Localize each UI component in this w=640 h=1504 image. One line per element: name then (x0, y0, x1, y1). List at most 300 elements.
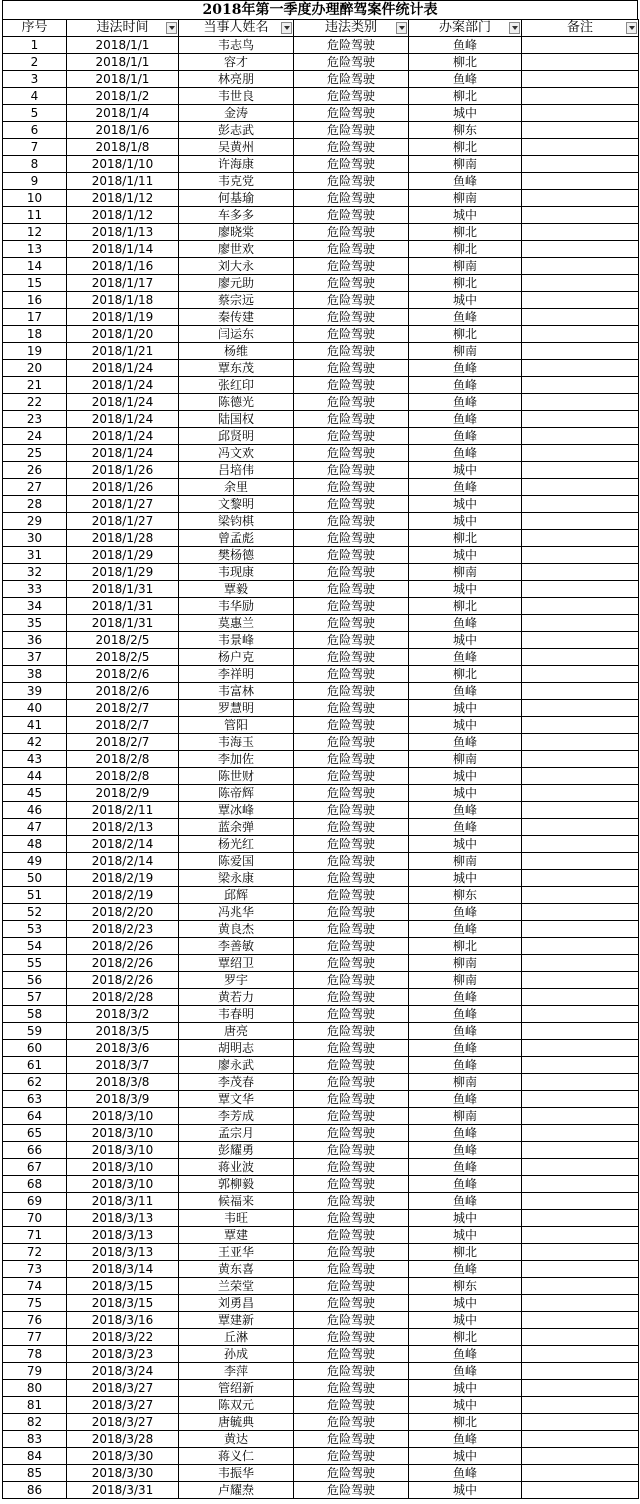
cell-date[interactable]: 2018/1/6 (67, 122, 179, 139)
cell-date[interactable]: 2018/2/8 (67, 751, 179, 768)
cell-department[interactable]: 城中 (409, 700, 522, 717)
cell-date[interactable]: 2018/3/11 (67, 1193, 179, 1210)
cell-remarks[interactable] (522, 768, 639, 785)
cell-department[interactable]: 鱼峰 (409, 1142, 522, 1159)
cell-date[interactable]: 2018/3/13 (67, 1210, 179, 1227)
cell-date[interactable]: 2018/1/24 (67, 411, 179, 428)
cell-name[interactable]: 杨光红 (179, 836, 294, 853)
cell-index[interactable]: 59 (3, 1023, 67, 1040)
cell-date[interactable]: 2018/3/27 (67, 1380, 179, 1397)
cell-category[interactable]: 危险驾驶 (294, 1193, 409, 1210)
cell-department[interactable]: 柳东 (409, 1278, 522, 1295)
cell-date[interactable]: 2018/3/31 (67, 1482, 179, 1499)
cell-name[interactable]: 刘大永 (179, 258, 294, 275)
cell-index[interactable]: 86 (3, 1482, 67, 1499)
cell-date[interactable]: 2018/2/28 (67, 989, 179, 1006)
cell-index[interactable]: 6 (3, 122, 67, 139)
cell-remarks[interactable] (522, 530, 639, 547)
cell-category[interactable]: 危险驾驶 (294, 377, 409, 394)
cell-date[interactable]: 2018/1/24 (67, 377, 179, 394)
cell-remarks[interactable] (522, 1006, 639, 1023)
cell-remarks[interactable] (522, 428, 639, 445)
cell-department[interactable]: 鱼峰 (409, 309, 522, 326)
cell-category[interactable]: 危险驾驶 (294, 989, 409, 1006)
cell-name[interactable]: 罗宇 (179, 972, 294, 989)
cell-index[interactable]: 46 (3, 802, 67, 819)
cell-category[interactable]: 危险驾驶 (294, 207, 409, 224)
cell-date[interactable]: 2018/3/14 (67, 1261, 179, 1278)
cell-department[interactable]: 鱼峰 (409, 1040, 522, 1057)
cell-category[interactable]: 危险驾驶 (294, 1040, 409, 1057)
cell-department[interactable]: 鱼峰 (409, 377, 522, 394)
cell-index[interactable]: 32 (3, 564, 67, 581)
cell-department[interactable]: 柳南 (409, 955, 522, 972)
cell-category[interactable]: 危险驾驶 (294, 870, 409, 887)
cell-date[interactable]: 2018/1/21 (67, 343, 179, 360)
cell-index[interactable]: 64 (3, 1108, 67, 1125)
cell-index[interactable]: 9 (3, 173, 67, 190)
cell-date[interactable]: 2018/1/4 (67, 105, 179, 122)
cell-remarks[interactable] (522, 1448, 639, 1465)
cell-index[interactable]: 11 (3, 207, 67, 224)
cell-remarks[interactable] (522, 360, 639, 377)
cell-date[interactable]: 2018/1/12 (67, 190, 179, 207)
cell-index[interactable]: 55 (3, 955, 67, 972)
cell-index[interactable]: 45 (3, 785, 67, 802)
cell-date[interactable]: 2018/1/20 (67, 326, 179, 343)
cell-date[interactable]: 2018/1/13 (67, 224, 179, 241)
cell-category[interactable]: 危险驾驶 (294, 54, 409, 71)
cell-remarks[interactable] (522, 1074, 639, 1091)
cell-name[interactable]: 廖元助 (179, 275, 294, 292)
cell-date[interactable]: 2018/1/8 (67, 139, 179, 156)
cell-remarks[interactable] (522, 173, 639, 190)
cell-index[interactable]: 16 (3, 292, 67, 309)
cell-date[interactable]: 2018/1/24 (67, 394, 179, 411)
cell-name[interactable]: 林亮朋 (179, 71, 294, 88)
cell-remarks[interactable] (522, 326, 639, 343)
cell-name[interactable]: 覃毅 (179, 581, 294, 598)
cell-department[interactable]: 鱼峰 (409, 1091, 522, 1108)
cell-name[interactable]: 蒋义仁 (179, 1448, 294, 1465)
cell-department[interactable]: 鱼峰 (409, 1006, 522, 1023)
cell-index[interactable]: 78 (3, 1346, 67, 1363)
cell-department[interactable]: 城中 (409, 1295, 522, 1312)
cell-name[interactable]: 李芳成 (179, 1108, 294, 1125)
cell-category[interactable]: 危险驾驶 (294, 343, 409, 360)
cell-remarks[interactable] (522, 139, 639, 156)
cell-name[interactable]: 李善敏 (179, 938, 294, 955)
cell-remarks[interactable] (522, 1312, 639, 1329)
cell-remarks[interactable] (522, 1023, 639, 1040)
cell-date[interactable]: 2018/1/28 (67, 530, 179, 547)
cell-department[interactable]: 城中 (409, 581, 522, 598)
cell-date[interactable]: 2018/2/7 (67, 717, 179, 734)
cell-department[interactable]: 城中 (409, 1227, 522, 1244)
cell-remarks[interactable] (522, 71, 639, 88)
cell-category[interactable]: 危险驾驶 (294, 462, 409, 479)
cell-department[interactable]: 鱼峰 (409, 1125, 522, 1142)
cell-date[interactable]: 2018/1/1 (67, 37, 179, 54)
cell-date[interactable]: 2018/3/10 (67, 1142, 179, 1159)
cell-name[interactable]: 韦克党 (179, 173, 294, 190)
cell-index[interactable]: 83 (3, 1431, 67, 1448)
cell-category[interactable]: 危险驾驶 (294, 904, 409, 921)
cell-index[interactable]: 7 (3, 139, 67, 156)
cell-category[interactable]: 危险驾驶 (294, 513, 409, 530)
cell-department[interactable]: 柳南 (409, 853, 522, 870)
cell-date[interactable]: 2018/3/8 (67, 1074, 179, 1091)
cell-category[interactable]: 危险驾驶 (294, 1329, 409, 1346)
cell-department[interactable]: 柳北 (409, 139, 522, 156)
cell-department[interactable]: 鱼峰 (409, 37, 522, 54)
cell-remarks[interactable] (522, 632, 639, 649)
cell-index[interactable]: 18 (3, 326, 67, 343)
cell-category[interactable]: 危险驾驶 (294, 1363, 409, 1380)
cell-remarks[interactable] (522, 1278, 639, 1295)
cell-remarks[interactable] (522, 1431, 639, 1448)
cell-index[interactable]: 31 (3, 547, 67, 564)
cell-index[interactable]: 67 (3, 1159, 67, 1176)
cell-name[interactable]: 黄东喜 (179, 1261, 294, 1278)
cell-date[interactable]: 2018/3/27 (67, 1397, 179, 1414)
cell-remarks[interactable] (522, 190, 639, 207)
cell-remarks[interactable] (522, 207, 639, 224)
cell-index[interactable]: 49 (3, 853, 67, 870)
cell-department[interactable]: 城中 (409, 547, 522, 564)
cell-remarks[interactable] (522, 1108, 639, 1125)
cell-category[interactable]: 危险驾驶 (294, 1159, 409, 1176)
cell-name[interactable]: 韦志鸟 (179, 37, 294, 54)
cell-category[interactable]: 危险驾驶 (294, 428, 409, 445)
cell-index[interactable]: 73 (3, 1261, 67, 1278)
cell-index[interactable]: 4 (3, 88, 67, 105)
cell-category[interactable]: 危险驾驶 (294, 1346, 409, 1363)
cell-index[interactable]: 80 (3, 1380, 67, 1397)
cell-remarks[interactable] (522, 870, 639, 887)
cell-category[interactable]: 危险驾驶 (294, 275, 409, 292)
cell-department[interactable]: 鱼峰 (409, 479, 522, 496)
cell-name[interactable]: 陈爱国 (179, 853, 294, 870)
cell-department[interactable]: 柳北 (409, 666, 522, 683)
cell-name[interactable]: 黄达 (179, 1431, 294, 1448)
cell-date[interactable]: 2018/2/23 (67, 921, 179, 938)
cell-remarks[interactable] (522, 972, 639, 989)
cell-index[interactable]: 77 (3, 1329, 67, 1346)
cell-date[interactable]: 2018/2/11 (67, 802, 179, 819)
cell-index[interactable]: 14 (3, 258, 67, 275)
cell-remarks[interactable] (522, 445, 639, 462)
cell-department[interactable]: 鱼峰 (409, 1023, 522, 1040)
cell-name[interactable]: 韦富林 (179, 683, 294, 700)
cell-index[interactable]: 44 (3, 768, 67, 785)
cell-department[interactable]: 城中 (409, 836, 522, 853)
cell-index[interactable]: 60 (3, 1040, 67, 1057)
cell-date[interactable]: 2018/3/9 (67, 1091, 179, 1108)
cell-remarks[interactable] (522, 1261, 639, 1278)
cell-department[interactable]: 城中 (409, 513, 522, 530)
cell-department[interactable]: 鱼峰 (409, 1159, 522, 1176)
cell-category[interactable]: 危险驾驶 (294, 802, 409, 819)
cell-date[interactable]: 2018/2/13 (67, 819, 179, 836)
cell-category[interactable]: 危险驾驶 (294, 1397, 409, 1414)
cell-remarks[interactable] (522, 785, 639, 802)
cell-department[interactable]: 鱼峰 (409, 445, 522, 462)
cell-name[interactable]: 韦世良 (179, 88, 294, 105)
cell-date[interactable]: 2018/2/8 (67, 768, 179, 785)
cell-date[interactable]: 2018/1/29 (67, 564, 179, 581)
cell-date[interactable]: 2018/3/7 (67, 1057, 179, 1074)
cell-remarks[interactable] (522, 887, 639, 904)
cell-department[interactable]: 鱼峰 (409, 802, 522, 819)
cell-name[interactable]: 覃建 (179, 1227, 294, 1244)
cell-name[interactable]: 丘淋 (179, 1329, 294, 1346)
cell-index[interactable]: 41 (3, 717, 67, 734)
cell-date[interactable]: 2018/3/22 (67, 1329, 179, 1346)
cell-name[interactable]: 梁永康 (179, 870, 294, 887)
cell-name[interactable]: 管绍新 (179, 1380, 294, 1397)
cell-category[interactable]: 危险驾驶 (294, 836, 409, 853)
cell-remarks[interactable] (522, 581, 639, 598)
cell-remarks[interactable] (522, 88, 639, 105)
cell-name[interactable]: 韦旺 (179, 1210, 294, 1227)
cell-date[interactable]: 2018/3/10 (67, 1159, 179, 1176)
cell-index[interactable]: 51 (3, 887, 67, 904)
cell-category[interactable]: 危险驾驶 (294, 1295, 409, 1312)
cell-date[interactable]: 2018/3/10 (67, 1176, 179, 1193)
cell-department[interactable]: 城中 (409, 105, 522, 122)
cell-category[interactable]: 危险驾驶 (294, 1431, 409, 1448)
cell-name[interactable]: 李加佐 (179, 751, 294, 768)
cell-category[interactable]: 危险驾驶 (294, 411, 409, 428)
cell-index[interactable]: 20 (3, 360, 67, 377)
cell-category[interactable]: 危险驾驶 (294, 326, 409, 343)
cell-category[interactable]: 危险驾驶 (294, 972, 409, 989)
cell-date[interactable]: 2018/2/7 (67, 700, 179, 717)
cell-department[interactable]: 鱼峰 (409, 411, 522, 428)
cell-department[interactable]: 城中 (409, 496, 522, 513)
cell-name[interactable]: 许海康 (179, 156, 294, 173)
cell-department[interactable]: 柳南 (409, 564, 522, 581)
cell-category[interactable]: 危险驾驶 (294, 1125, 409, 1142)
cell-index[interactable]: 27 (3, 479, 67, 496)
cell-name[interactable]: 孙成 (179, 1346, 294, 1363)
cell-remarks[interactable] (522, 1295, 639, 1312)
cell-remarks[interactable] (522, 1210, 639, 1227)
cell-category[interactable]: 危险驾驶 (294, 37, 409, 54)
cell-department[interactable]: 柳北 (409, 598, 522, 615)
cell-index[interactable]: 82 (3, 1414, 67, 1431)
cell-name[interactable]: 李萍 (179, 1363, 294, 1380)
cell-date[interactable]: 2018/1/31 (67, 581, 179, 598)
cell-remarks[interactable] (522, 1057, 639, 1074)
cell-index[interactable]: 37 (3, 649, 67, 666)
cell-date[interactable]: 2018/2/6 (67, 666, 179, 683)
cell-remarks[interactable] (522, 1380, 639, 1397)
cell-name[interactable]: 车多多 (179, 207, 294, 224)
cell-department[interactable]: 鱼峰 (409, 71, 522, 88)
cell-remarks[interactable] (522, 1329, 639, 1346)
cell-remarks[interactable] (522, 666, 639, 683)
cell-index[interactable]: 25 (3, 445, 67, 462)
cell-remarks[interactable] (522, 547, 639, 564)
cell-remarks[interactable] (522, 700, 639, 717)
filter-dropdown-icon[interactable] (396, 22, 407, 34)
cell-date[interactable]: 2018/2/9 (67, 785, 179, 802)
cell-index[interactable]: 74 (3, 1278, 67, 1295)
cell-date[interactable]: 2018/1/31 (67, 598, 179, 615)
cell-date[interactable]: 2018/3/10 (67, 1108, 179, 1125)
cell-remarks[interactable] (522, 921, 639, 938)
cell-date[interactable]: 2018/1/27 (67, 513, 179, 530)
cell-remarks[interactable] (522, 938, 639, 955)
cell-remarks[interactable] (522, 1244, 639, 1261)
cell-remarks[interactable] (522, 54, 639, 71)
cell-date[interactable]: 2018/1/17 (67, 275, 179, 292)
cell-index[interactable]: 79 (3, 1363, 67, 1380)
cell-remarks[interactable] (522, 377, 639, 394)
cell-category[interactable]: 危险驾驶 (294, 173, 409, 190)
cell-department[interactable]: 城中 (409, 1448, 522, 1465)
cell-remarks[interactable] (522, 1193, 639, 1210)
cell-remarks[interactable] (522, 751, 639, 768)
cell-category[interactable]: 危险驾驶 (294, 564, 409, 581)
cell-name[interactable]: 冯兆华 (179, 904, 294, 921)
cell-name[interactable]: 韦华励 (179, 598, 294, 615)
cell-remarks[interactable] (522, 292, 639, 309)
cell-date[interactable]: 2018/2/5 (67, 649, 179, 666)
cell-remarks[interactable] (522, 309, 639, 326)
cell-category[interactable]: 危险驾驶 (294, 1414, 409, 1431)
filter-dropdown-icon[interactable] (281, 22, 292, 34)
cell-name[interactable]: 李茂春 (179, 1074, 294, 1091)
cell-index[interactable]: 34 (3, 598, 67, 615)
cell-date[interactable]: 2018/1/19 (67, 309, 179, 326)
cell-name[interactable]: 刘勇昌 (179, 1295, 294, 1312)
cell-department[interactable]: 鱼峰 (409, 1057, 522, 1074)
cell-index[interactable]: 10 (3, 190, 67, 207)
cell-category[interactable]: 危险驾驶 (294, 105, 409, 122)
cell-remarks[interactable] (522, 683, 639, 700)
cell-department[interactable]: 鱼峰 (409, 615, 522, 632)
cell-department[interactable]: 城中 (409, 1397, 522, 1414)
cell-name[interactable]: 廖世欢 (179, 241, 294, 258)
cell-name[interactable]: 唐毓典 (179, 1414, 294, 1431)
cell-date[interactable]: 2018/1/29 (67, 547, 179, 564)
cell-date[interactable]: 2018/3/27 (67, 1414, 179, 1431)
cell-date[interactable]: 2018/1/26 (67, 479, 179, 496)
cell-category[interactable]: 危险驾驶 (294, 768, 409, 785)
cell-index[interactable]: 76 (3, 1312, 67, 1329)
cell-department[interactable]: 柳北 (409, 54, 522, 71)
cell-department[interactable]: 柳南 (409, 343, 522, 360)
cell-name[interactable]: 何基瑜 (179, 190, 294, 207)
cell-remarks[interactable] (522, 241, 639, 258)
cell-date[interactable]: 2018/3/13 (67, 1227, 179, 1244)
cell-date[interactable]: 2018/1/24 (67, 445, 179, 462)
cell-name[interactable]: 韦振华 (179, 1465, 294, 1482)
cell-category[interactable]: 危险驾驶 (294, 683, 409, 700)
cell-index[interactable]: 36 (3, 632, 67, 649)
cell-index[interactable]: 2 (3, 54, 67, 71)
cell-date[interactable]: 2018/2/20 (67, 904, 179, 921)
cell-index[interactable]: 63 (3, 1091, 67, 1108)
cell-department[interactable]: 柳北 (409, 241, 522, 258)
cell-index[interactable]: 68 (3, 1176, 67, 1193)
cell-remarks[interactable] (522, 819, 639, 836)
cell-department[interactable]: 鱼峰 (409, 904, 522, 921)
cell-remarks[interactable] (522, 615, 639, 632)
cell-index[interactable]: 69 (3, 1193, 67, 1210)
cell-remarks[interactable] (522, 343, 639, 360)
cell-name[interactable]: 梁钧棋 (179, 513, 294, 530)
cell-index[interactable]: 15 (3, 275, 67, 292)
cell-remarks[interactable] (522, 1482, 639, 1499)
cell-name[interactable]: 彭志武 (179, 122, 294, 139)
cell-index[interactable]: 3 (3, 71, 67, 88)
cell-remarks[interactable] (522, 836, 639, 853)
cell-remarks[interactable] (522, 1176, 639, 1193)
cell-index[interactable]: 84 (3, 1448, 67, 1465)
cell-department[interactable]: 鱼峰 (409, 1465, 522, 1482)
cell-date[interactable]: 2018/1/27 (67, 496, 179, 513)
cell-category[interactable]: 危险驾驶 (294, 88, 409, 105)
cell-name[interactable]: 覃冰峰 (179, 802, 294, 819)
cell-category[interactable]: 危险驾驶 (294, 139, 409, 156)
cell-category[interactable]: 危险驾驶 (294, 751, 409, 768)
cell-name[interactable]: 樊杨德 (179, 547, 294, 564)
cell-name[interactable]: 莫惠兰 (179, 615, 294, 632)
cell-name[interactable]: 蔡宗远 (179, 292, 294, 309)
cell-department[interactable]: 柳南 (409, 1108, 522, 1125)
cell-category[interactable]: 危险驾驶 (294, 1227, 409, 1244)
cell-name[interactable]: 冯文欢 (179, 445, 294, 462)
cell-department[interactable]: 鱼峰 (409, 1346, 522, 1363)
cell-category[interactable]: 危险驾驶 (294, 921, 409, 938)
cell-category[interactable]: 危险驾驶 (294, 853, 409, 870)
cell-remarks[interactable] (522, 1363, 639, 1380)
cell-index[interactable]: 8 (3, 156, 67, 173)
cell-department[interactable]: 鱼峰 (409, 734, 522, 751)
cell-category[interactable]: 危险驾驶 (294, 581, 409, 598)
cell-department[interactable]: 柳南 (409, 190, 522, 207)
cell-name[interactable]: 覃绍卫 (179, 955, 294, 972)
filter-dropdown-icon[interactable] (509, 22, 520, 34)
cell-name[interactable]: 文黎明 (179, 496, 294, 513)
cell-name[interactable]: 陈帝辉 (179, 785, 294, 802)
cell-remarks[interactable] (522, 275, 639, 292)
cell-date[interactable]: 2018/3/24 (67, 1363, 179, 1380)
cell-department[interactable]: 城中 (409, 1482, 522, 1499)
cell-date[interactable]: 2018/3/28 (67, 1431, 179, 1448)
cell-category[interactable]: 危险驾驶 (294, 734, 409, 751)
cell-name[interactable]: 陈德光 (179, 394, 294, 411)
cell-remarks[interactable] (522, 105, 639, 122)
cell-remarks[interactable] (522, 564, 639, 581)
cell-index[interactable]: 5 (3, 105, 67, 122)
cell-category[interactable]: 危险驾驶 (294, 717, 409, 734)
cell-index[interactable]: 26 (3, 462, 67, 479)
cell-name[interactable]: 唐亮 (179, 1023, 294, 1040)
cell-index[interactable]: 23 (3, 411, 67, 428)
cell-date[interactable]: 2018/1/16 (67, 258, 179, 275)
cell-category[interactable]: 危险驾驶 (294, 156, 409, 173)
cell-department[interactable]: 鱼峰 (409, 683, 522, 700)
cell-category[interactable]: 危险驾驶 (294, 887, 409, 904)
cell-category[interactable]: 危险驾驶 (294, 785, 409, 802)
cell-remarks[interactable] (522, 258, 639, 275)
cell-department[interactable]: 鱼峰 (409, 649, 522, 666)
